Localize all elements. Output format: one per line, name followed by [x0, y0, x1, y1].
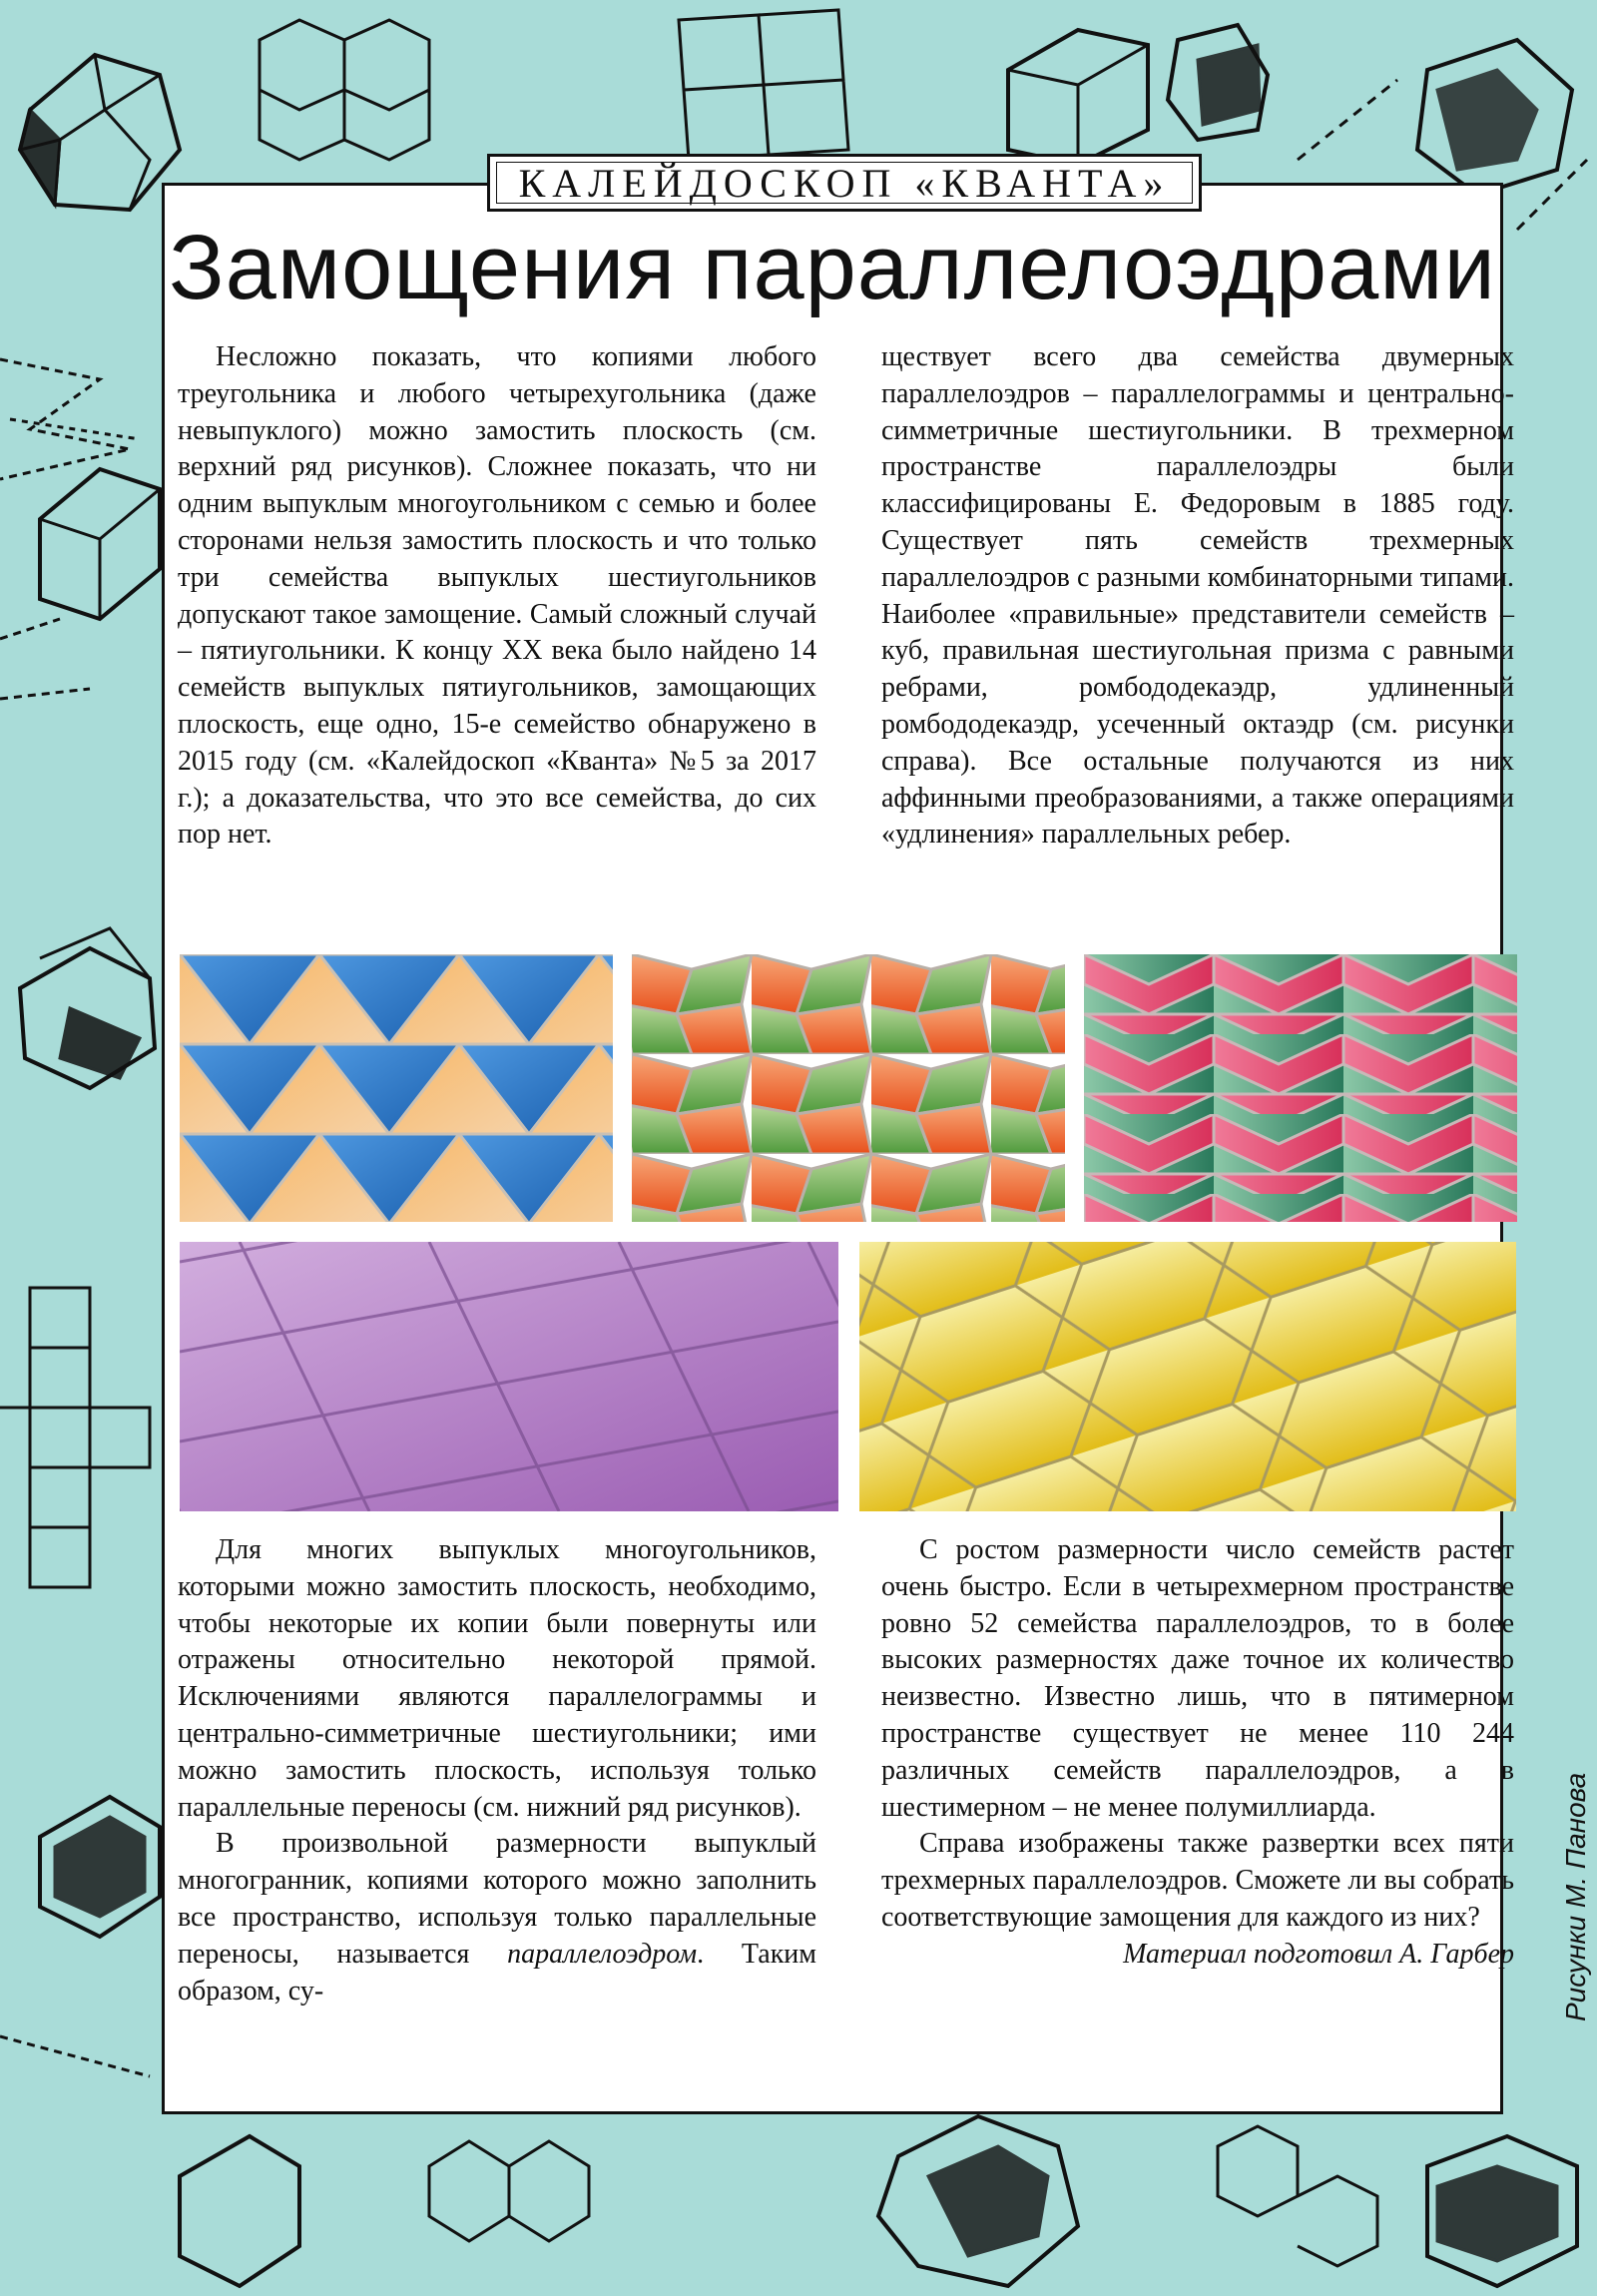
section-label: [487, 154, 1202, 212]
paragraph-text: В произвольной размерности выпуклый многогранник, копиями которого можно заполнить все пространство, используя только параллельные переносы, называется: [178, 1828, 816, 1970]
column-2-top: [881, 339, 1514, 854]
paragraph: Для многих выпуклых многоугольников, которыми можно замостить плоскость, необходимо, чтобы некоторые их копии были повернуты или отражены относительно некоторой прямой. Исключениями являются параллелограммы и центрально-симметричные шестиугольники; ими можно замостить плоскость, используя только параллельные переносы (см. нижний ряд рисунков).: [178, 1534, 816, 1823]
author-credit: Материал подготовил А. Гарбер: [1123, 1938, 1514, 1970]
paragraph: [178, 1826, 816, 2009]
hexagon-tiling-image: [859, 1242, 1516, 1511]
paragraph: ществует всего два семейства двумерных параллелоэдров – параллелограммы и центрально-симметричные шестиугольники. В трехмерном пространстве параллелоэдры были классифицированы Е. Федоровым в 1885 году. Существует пять семейств трехмерных параллелоэдров с разными комбинаторными типами. Наиболее «правильные» представители семейств – куб, правильная шестиугольная призма с равными ребрами, ромбододекаэдр, удлиненный ромбододекаэдр, усеченный октаэдр (см. рисунки справа). Все остальные получаются из них аффинными преобразованиями, а также операциями «удлинения» параллельных ребер.: [881, 341, 1514, 851]
illustration-credit: Рисунки М. Панова: [1560, 1772, 1591, 2021]
polyhedron-sketch: [20, 55, 180, 210]
column-2-bottom: [881, 1532, 1514, 1974]
nonconvex-quadrilateral-tiling-image: [1084, 954, 1517, 1222]
column-1-bottom: [178, 1532, 816, 2009]
section-label-text: КАЛЕЙДОСКОП «КВАНТА»: [518, 160, 1171, 206]
zigzag-sketch: [0, 359, 140, 479]
paragraph: Справа изображены также развертки всех пяти трехмерных параллелоэдров. Сможете ли вы собрать соответствующие замощения для каждого из них?: [881, 1828, 1514, 1933]
bottom-polyhedra-sketch: [180, 2116, 1577, 2286]
paragraph-tail: . Таким образом, су-: [178, 1938, 817, 2007]
paragraph: С ростом размерности число семейств растет очень быстро. Если в четырехмерном пространстве ровно 52 семейства параллелоэдров, то в более высоких размерностях даже точное их количество неизвестно. Известно лишь, что в пятимерном пространстве существует не менее 110 244 различных семейств параллелоэдров, а в шестимерном – не менее полумиллиарда.: [881, 1534, 1514, 1823]
cube-sketch: [0, 469, 160, 699]
section-label-frame: [496, 162, 1193, 204]
hexagonal-prism-sketch: [20, 928, 155, 1088]
cube-net-sketch: [0, 1288, 150, 1587]
column-1-top: [178, 339, 816, 854]
quadrilateral-tiling-image: [632, 954, 1065, 1222]
paragraph: Несложно показать, что копиями любого треугольника и любого четырехугольника (даже невыпуклого) можно замостить плоскость (см. верхний ряд рисунков). Сложнее показать, что ни одним выпуклым многоугольником с семью и более сторонами нельзя замостить плоскость и что только три семейства выпуклых шестиугольников допускают такое замощение. Самый сложный случай – пятиугольники. К концу XX века было найдено 14 семейств выпуклых пятиугольников, замощающих плоскость, еще одно, 15-е семейство обнаружено в 2015 году (см. «Калейдоскоп «Кванта» №5 за 2017 г.); а доказательства, что это все семейства, до сих пор нет.: [178, 341, 816, 851]
cube-net-sketch: [679, 10, 848, 160]
hexagon-net-sketch: [260, 20, 429, 160]
triangle-tiling-image: [180, 954, 613, 1222]
parallelogram-tiling-image: [180, 1242, 838, 1511]
cube-sketch: [0, 1797, 160, 2076]
page-title: Замощения параллелоэдрами: [169, 217, 1496, 318]
term-emphasis: параллелоэдром: [507, 1938, 698, 1970]
